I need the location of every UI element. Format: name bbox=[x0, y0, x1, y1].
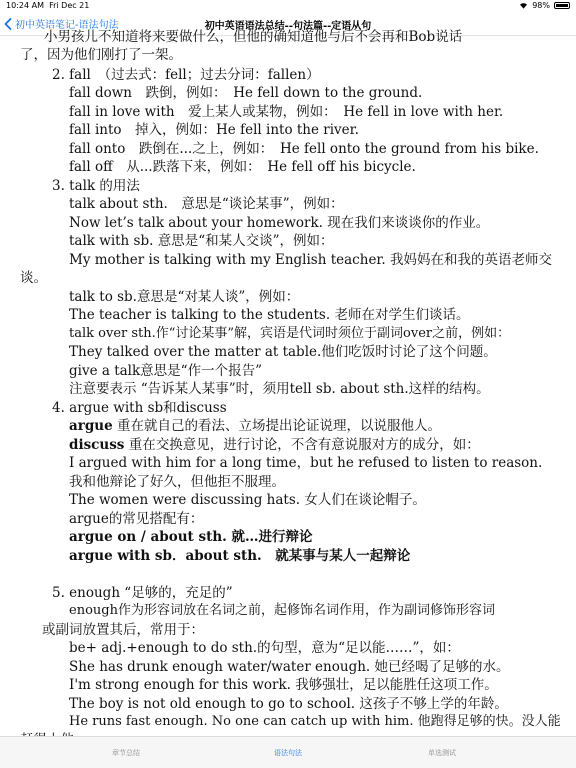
text-line: 小男孩儿不知道将来要做什么，但他的确知道他与后不会再和Bob说话 bbox=[44, 29, 463, 45]
section-heading: 2. fall （过去式：fell；过去分词：fallen） bbox=[52, 67, 320, 83]
text-line: 我和他辩论了好久，但他拒不服理。 bbox=[69, 474, 285, 490]
text-line: My mother is talking with my English teacher. 我妈妈在和我的英语老师交 bbox=[69, 252, 552, 268]
back-button-label: 初中英语笔记-语法句法 bbox=[15, 20, 119, 31]
text-line: 或副词放置其后，常用于： bbox=[42, 622, 204, 638]
wifi-icon bbox=[519, 2, 528, 9]
text-line: talk to sb.意思是“对某人谈”，例如： bbox=[69, 289, 300, 305]
text-line: The women were discussing hats. 女人们在谈论帽子。 bbox=[69, 492, 426, 508]
keyword-argue: argue bbox=[69, 418, 113, 434]
text-line: talk with sb. 意思是“和某人交谈”，例如： bbox=[69, 233, 334, 249]
text-line bbox=[69, 436, 480, 454]
text-fragment: 重在就自己的看法、立场提出论证说理，以说服他人。 bbox=[112, 418, 442, 434]
text-line: She has drunk enough water/water enough. 她已经喝了足够的水。 bbox=[69, 659, 510, 675]
section-heading: 5. enough “足够的，充足的” bbox=[52, 585, 233, 601]
text-line: 谈。 bbox=[20, 270, 47, 286]
chevron-left-icon bbox=[4, 18, 12, 30]
text-line-bold: argue on / about sth. 就…进行辩论 bbox=[69, 529, 313, 545]
text-line-bold: argue with sb．about sth. 就某事与某人一起辩论 bbox=[69, 548, 411, 564]
page-title: 初中英语语法总结--句法篇--定语从句 bbox=[204, 21, 372, 32]
tab-chapter-summary[interactable]: 章节总结 bbox=[112, 749, 140, 757]
text-line: enough作为形容词放在名词之前，起修饰名词作用，作为副词修饰形容词 bbox=[69, 603, 495, 618]
battery-fill bbox=[556, 4, 568, 7]
text-line: 了，因为他们刚打了一架。 bbox=[20, 47, 182, 63]
status-bar bbox=[0, 0, 576, 12]
tab-bar bbox=[0, 736, 576, 768]
tab-grammar-syntax[interactable]: 语法句法 bbox=[274, 749, 302, 757]
text-line: 注意要表示 “告诉某人某事”时，须用tell sb. about sth.这样的结构。 bbox=[69, 381, 490, 397]
status-date: Fri Dec 21 bbox=[49, 1, 90, 10]
text-line: fall off 从...跌落下来，例如： He fell off his bicycle. bbox=[69, 159, 416, 175]
text-line: fall down 跌倒，例如： He fell down to the ground. bbox=[69, 85, 423, 101]
battery-percent: 98% bbox=[532, 1, 550, 10]
status-time-date bbox=[6, 1, 89, 10]
text-line: They talked over the matter at table.他们吃饭时讨论了这个问题。 bbox=[69, 344, 497, 360]
status-right bbox=[519, 1, 570, 10]
section-heading: 4. argue with sb和discuss bbox=[52, 400, 227, 416]
status-time: 10:24 AM bbox=[6, 1, 44, 10]
text-line: give a talk意思是“作一个报告” bbox=[69, 363, 262, 379]
text-line: The teacher is talking to the students. 老师在对学生们谈话。 bbox=[69, 307, 470, 323]
text-line: Now let’s talk about your homework. 现在我们来谈谈你的作业。 bbox=[69, 215, 490, 231]
article-content[interactable] bbox=[0, 29, 576, 736]
text-line bbox=[69, 417, 441, 435]
text-line: I argued with him for a long time，but he refused to listen to reason. bbox=[69, 455, 543, 471]
text-line: fall in love with 爱上某人或某物，例如： He fell in love with her. bbox=[69, 104, 504, 120]
text-line: He runs fast enough. No one can catch up with him. 他跑得足够的快。没人能 bbox=[69, 714, 561, 729]
text-line: The boy is not old enough to go to school. 这孩子不够上学的年龄。 bbox=[69, 696, 508, 712]
text-line: talk about sth. 意思是“谈论某事”，例如： bbox=[69, 196, 344, 212]
text-line: talk over sth.作“讨论某事”解，宾语是代词时须位于副词over之前，例如： bbox=[69, 326, 511, 341]
battery-icon bbox=[554, 2, 570, 9]
text-line: be+ adj.+enough to do sth.的句型，意为“足以能……”，如： bbox=[69, 640, 460, 656]
text-line: fall into 掉入，例如：He fell into the river. bbox=[69, 122, 359, 138]
text-line: argue的常见搭配有： bbox=[69, 511, 204, 527]
section-heading: 3. talk 的用法 bbox=[52, 178, 140, 194]
text-line: I'm strong enough for this work. 我够强壮，足以能胜任这项工作。 bbox=[69, 677, 498, 693]
keyword-discuss: discuss bbox=[69, 437, 125, 453]
tab-single-choice-test[interactable]: 单选测试 bbox=[428, 749, 456, 757]
text-fragment: 重在交换意见，进行讨论，不含有意说服对方的成分，如： bbox=[124, 437, 480, 453]
text-line: fall onto 跌倒在...之上，例如： He fell onto the ground from his bike. bbox=[69, 141, 539, 157]
